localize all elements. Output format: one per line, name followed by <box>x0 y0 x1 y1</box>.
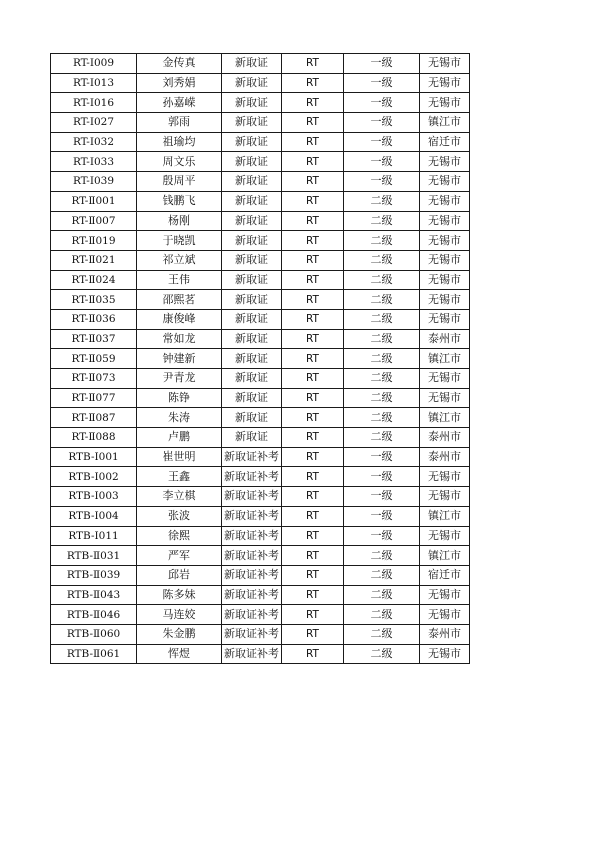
level-cell: 二级 <box>344 369 420 389</box>
candidate-name-cell: 朱涛 <box>137 408 222 428</box>
exam-number-cell: RT-Ⅰ039 <box>51 172 137 192</box>
level-cell: 二级 <box>344 349 420 369</box>
exam-type-cell: 新取证 <box>222 428 282 448</box>
method-cell: RT <box>282 152 344 172</box>
city-cell: 无锡市 <box>420 231 470 251</box>
table-row <box>51 231 470 251</box>
results-sheet <box>50 53 470 664</box>
table-row <box>51 54 470 74</box>
exam-number-cell: RT-Ⅱ037 <box>51 329 137 349</box>
candidate-name-cell: 朱金鹏 <box>137 624 222 644</box>
candidate-name-cell: 马连姣 <box>137 605 222 625</box>
level-cell: 一级 <box>344 93 420 113</box>
table-row <box>51 408 470 428</box>
exam-type-cell: 新取证 <box>222 250 282 270</box>
level-cell: 二级 <box>344 290 420 310</box>
city-cell: 无锡市 <box>420 211 470 231</box>
city-cell: 镇江市 <box>420 408 470 428</box>
candidate-name-cell: 严军 <box>137 546 222 566</box>
table-row <box>51 644 470 664</box>
exam-type-cell: 新取证 <box>222 309 282 329</box>
exam-number-cell: RTB-Ⅱ060 <box>51 624 137 644</box>
exam-type-cell: 新取证 <box>222 388 282 408</box>
city-cell: 无锡市 <box>420 309 470 329</box>
candidate-name-cell: 钟建新 <box>137 349 222 369</box>
method-cell: RT <box>282 250 344 270</box>
candidate-name-cell: 王鑫 <box>137 467 222 487</box>
level-cell: 一级 <box>344 467 420 487</box>
city-cell: 泰州市 <box>420 447 470 467</box>
method-cell: RT <box>282 585 344 605</box>
candidate-name-cell: 邵熙茗 <box>137 290 222 310</box>
method-cell: RT <box>282 565 344 585</box>
table-row <box>51 546 470 566</box>
city-cell: 宿迁市 <box>420 565 470 585</box>
table-row <box>51 329 470 349</box>
method-cell: RT <box>282 329 344 349</box>
exam-number-cell: RT-Ⅱ077 <box>51 388 137 408</box>
exam-type-cell: 新取证 <box>222 408 282 428</box>
level-cell: 二级 <box>344 565 420 585</box>
table-row <box>51 250 470 270</box>
candidate-name-cell: 恽煜 <box>137 644 222 664</box>
candidate-name-cell: 殷周平 <box>137 172 222 192</box>
exam-number-cell: RT-Ⅱ073 <box>51 369 137 389</box>
table-row <box>51 172 470 192</box>
level-cell: 一级 <box>344 152 420 172</box>
level-cell: 二级 <box>344 329 420 349</box>
exam-type-cell: 新取证 <box>222 93 282 113</box>
level-cell: 二级 <box>344 585 420 605</box>
method-cell: RT <box>282 132 344 152</box>
table-row <box>51 349 470 369</box>
method-cell: RT <box>282 113 344 133</box>
candidate-name-cell: 卢鹏 <box>137 428 222 448</box>
table-row <box>51 585 470 605</box>
exam-number-cell: RTB-Ⅰ011 <box>51 526 137 546</box>
city-cell: 镇江市 <box>420 349 470 369</box>
level-cell: 二级 <box>344 408 420 428</box>
exam-number-cell: RTB-Ⅱ039 <box>51 565 137 585</box>
level-cell: 二级 <box>344 270 420 290</box>
table-row <box>51 565 470 585</box>
method-cell: RT <box>282 526 344 546</box>
candidate-name-cell: 李立棋 <box>137 487 222 507</box>
exam-type-cell: 新取证 <box>222 132 282 152</box>
exam-type-cell: 新取证 <box>222 270 282 290</box>
level-cell: 二级 <box>344 309 420 329</box>
city-cell: 无锡市 <box>420 369 470 389</box>
candidate-name-cell: 于晓凯 <box>137 231 222 251</box>
table-row <box>51 191 470 211</box>
city-cell: 无锡市 <box>420 191 470 211</box>
level-cell: 二级 <box>344 624 420 644</box>
candidate-name-cell: 陈多妹 <box>137 585 222 605</box>
candidate-name-cell: 崔世明 <box>137 447 222 467</box>
table-row <box>51 113 470 133</box>
city-cell: 无锡市 <box>420 605 470 625</box>
exam-number-cell: RT-Ⅰ032 <box>51 132 137 152</box>
exam-type-cell: 新取证补考 <box>222 605 282 625</box>
exam-number-cell: RT-Ⅱ087 <box>51 408 137 428</box>
candidate-name-cell: 王伟 <box>137 270 222 290</box>
exam-number-cell: RT-Ⅱ024 <box>51 270 137 290</box>
level-cell: 二级 <box>344 191 420 211</box>
method-cell: RT <box>282 369 344 389</box>
exam-number-cell: RT-Ⅰ033 <box>51 152 137 172</box>
exam-number-cell: RTB-Ⅱ061 <box>51 644 137 664</box>
exam-type-cell: 新取证 <box>222 290 282 310</box>
candidate-name-cell: 孙嘉嵘 <box>137 93 222 113</box>
exam-type-cell: 新取证 <box>222 152 282 172</box>
table-row <box>51 309 470 329</box>
level-cell: 二级 <box>344 250 420 270</box>
exam-type-cell: 新取证补考 <box>222 506 282 526</box>
level-cell: 一级 <box>344 447 420 467</box>
table-row <box>51 605 470 625</box>
exam-number-cell: RTB-Ⅱ043 <box>51 585 137 605</box>
method-cell: RT <box>282 408 344 428</box>
exam-type-cell: 新取证补考 <box>222 624 282 644</box>
exam-number-cell: RTB-Ⅰ002 <box>51 467 137 487</box>
table-row <box>51 447 470 467</box>
table-row <box>51 211 470 231</box>
exam-number-cell: RT-Ⅰ013 <box>51 73 137 93</box>
table-row <box>51 132 470 152</box>
exam-number-cell: RT-Ⅱ001 <box>51 191 137 211</box>
table-row <box>51 93 470 113</box>
method-cell: RT <box>282 191 344 211</box>
city-cell: 镇江市 <box>420 113 470 133</box>
method-cell: RT <box>282 349 344 369</box>
exam-number-cell: RTB-Ⅰ004 <box>51 506 137 526</box>
city-cell: 无锡市 <box>420 172 470 192</box>
candidate-name-cell: 尹青龙 <box>137 369 222 389</box>
level-cell: 一级 <box>344 113 420 133</box>
exam-type-cell: 新取证补考 <box>222 644 282 664</box>
exam-type-cell: 新取证补考 <box>222 487 282 507</box>
table-row <box>51 428 470 448</box>
level-cell: 一级 <box>344 506 420 526</box>
exam-number-cell: RT-Ⅰ009 <box>51 54 137 74</box>
city-cell: 泰州市 <box>420 329 470 349</box>
table-row <box>51 270 470 290</box>
exam-type-cell: 新取证补考 <box>222 467 282 487</box>
city-cell: 无锡市 <box>420 152 470 172</box>
exam-type-cell: 新取证补考 <box>222 546 282 566</box>
method-cell: RT <box>282 309 344 329</box>
candidate-name-cell: 郭雨 <box>137 113 222 133</box>
table-row <box>51 369 470 389</box>
city-cell: 无锡市 <box>420 585 470 605</box>
exam-number-cell: RT-Ⅱ059 <box>51 349 137 369</box>
table-row <box>51 290 470 310</box>
level-cell: 一级 <box>344 487 420 507</box>
table-row <box>51 73 470 93</box>
city-cell: 无锡市 <box>420 250 470 270</box>
city-cell: 无锡市 <box>420 54 470 74</box>
exam-number-cell: RT-Ⅱ019 <box>51 231 137 251</box>
level-cell: 一级 <box>344 172 420 192</box>
candidate-name-cell: 杨刚 <box>137 211 222 231</box>
method-cell: RT <box>282 605 344 625</box>
level-cell: 二级 <box>344 644 420 664</box>
candidate-name-cell: 钱鹏飞 <box>137 191 222 211</box>
exam-number-cell: RT-Ⅱ088 <box>51 428 137 448</box>
candidate-name-cell: 金传真 <box>137 54 222 74</box>
level-cell: 一级 <box>344 132 420 152</box>
exam-type-cell: 新取证补考 <box>222 565 282 585</box>
exam-type-cell: 新取证 <box>222 191 282 211</box>
method-cell: RT <box>282 388 344 408</box>
table-row <box>51 467 470 487</box>
candidate-name-cell: 刘秀娟 <box>137 73 222 93</box>
method-cell: RT <box>282 644 344 664</box>
city-cell: 无锡市 <box>420 73 470 93</box>
method-cell: RT <box>282 270 344 290</box>
city-cell: 镇江市 <box>420 506 470 526</box>
exam-type-cell: 新取证 <box>222 329 282 349</box>
candidate-name-cell: 祁立斌 <box>137 250 222 270</box>
level-cell: 一级 <box>344 73 420 93</box>
exam-type-cell: 新取证补考 <box>222 526 282 546</box>
method-cell: RT <box>282 73 344 93</box>
exam-type-cell: 新取证 <box>222 54 282 74</box>
candidate-name-cell: 徐熙 <box>137 526 222 546</box>
level-cell: 二级 <box>344 388 420 408</box>
city-cell: 无锡市 <box>420 290 470 310</box>
table-row <box>51 526 470 546</box>
candidate-name-cell: 张波 <box>137 506 222 526</box>
exam-type-cell: 新取证补考 <box>222 585 282 605</box>
city-cell: 无锡市 <box>420 388 470 408</box>
method-cell: RT <box>282 428 344 448</box>
method-cell: RT <box>282 506 344 526</box>
table-row <box>51 506 470 526</box>
method-cell: RT <box>282 172 344 192</box>
exam-number-cell: RTB-Ⅱ046 <box>51 605 137 625</box>
method-cell: RT <box>282 211 344 231</box>
city-cell: 镇江市 <box>420 546 470 566</box>
city-cell: 泰州市 <box>420 624 470 644</box>
city-cell: 无锡市 <box>420 526 470 546</box>
method-cell: RT <box>282 93 344 113</box>
exam-number-cell: RT-Ⅰ016 <box>51 93 137 113</box>
exam-type-cell: 新取证 <box>222 172 282 192</box>
method-cell: RT <box>282 487 344 507</box>
table-row <box>51 388 470 408</box>
city-cell: 无锡市 <box>420 467 470 487</box>
city-cell: 宿迁市 <box>420 132 470 152</box>
level-cell: 二级 <box>344 605 420 625</box>
exam-type-cell: 新取证 <box>222 113 282 133</box>
method-cell: RT <box>282 447 344 467</box>
exam-number-cell: RTB-Ⅰ003 <box>51 487 137 507</box>
method-cell: RT <box>282 54 344 74</box>
exam-type-cell: 新取证 <box>222 349 282 369</box>
table-row <box>51 487 470 507</box>
exam-number-cell: RT-Ⅰ027 <box>51 113 137 133</box>
exam-number-cell: RT-Ⅱ035 <box>51 290 137 310</box>
candidate-name-cell: 康俊峰 <box>137 309 222 329</box>
city-cell: 无锡市 <box>420 270 470 290</box>
exam-number-cell: RT-Ⅱ007 <box>51 211 137 231</box>
table-row <box>51 624 470 644</box>
level-cell: 二级 <box>344 231 420 251</box>
candidate-name-cell: 陈铮 <box>137 388 222 408</box>
candidate-name-cell: 祖瑜均 <box>137 132 222 152</box>
method-cell: RT <box>282 290 344 310</box>
candidate-name-cell: 周文乐 <box>137 152 222 172</box>
exam-type-cell: 新取证 <box>222 231 282 251</box>
candidate-name-cell: 邱岩 <box>137 565 222 585</box>
results-table <box>50 53 470 664</box>
method-cell: RT <box>282 467 344 487</box>
level-cell: 一级 <box>344 526 420 546</box>
exam-number-cell: RTB-Ⅰ001 <box>51 447 137 467</box>
city-cell: 无锡市 <box>420 644 470 664</box>
method-cell: RT <box>282 624 344 644</box>
exam-number-cell: RT-Ⅱ036 <box>51 309 137 329</box>
level-cell: 一级 <box>344 54 420 74</box>
method-cell: RT <box>282 546 344 566</box>
level-cell: 二级 <box>344 546 420 566</box>
candidate-name-cell: 常如龙 <box>137 329 222 349</box>
exam-type-cell: 新取证 <box>222 211 282 231</box>
exam-type-cell: 新取证 <box>222 369 282 389</box>
exam-number-cell: RTB-Ⅱ031 <box>51 546 137 566</box>
table-row <box>51 152 470 172</box>
level-cell: 二级 <box>344 428 420 448</box>
exam-number-cell: RT-Ⅱ021 <box>51 250 137 270</box>
exam-type-cell: 新取证补考 <box>222 447 282 467</box>
city-cell: 泰州市 <box>420 428 470 448</box>
method-cell: RT <box>282 231 344 251</box>
city-cell: 无锡市 <box>420 487 470 507</box>
exam-type-cell: 新取证 <box>222 73 282 93</box>
level-cell: 二级 <box>344 211 420 231</box>
results-table-body <box>51 54 470 664</box>
city-cell: 无锡市 <box>420 93 470 113</box>
